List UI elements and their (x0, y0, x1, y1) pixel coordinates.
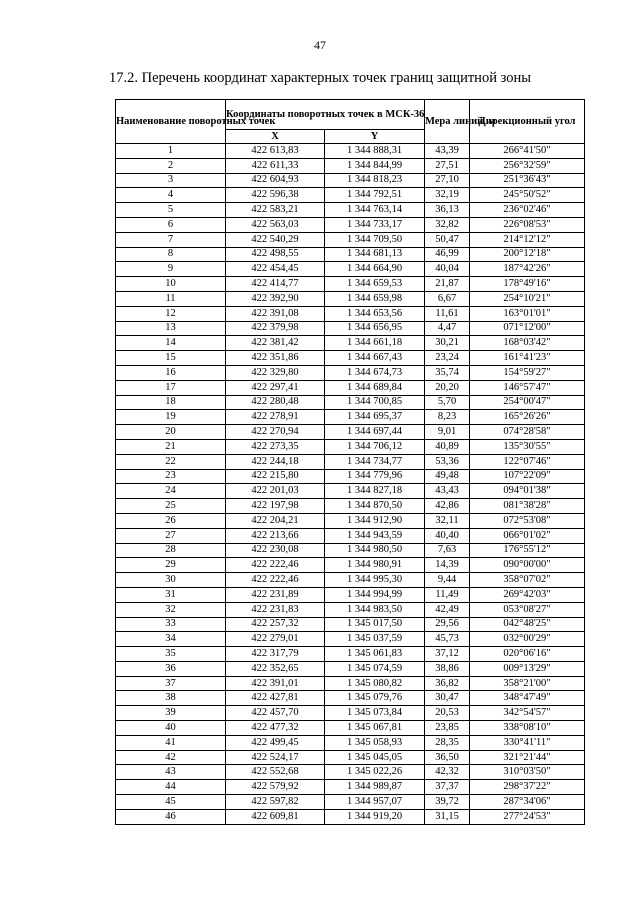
x-coordinate-cell: 422 414,77 (226, 277, 325, 292)
line-length-cell: 32,19 (425, 188, 470, 203)
y-coordinate-cell: 1 344 681,13 (325, 247, 425, 262)
bearing-cell: 254°10'21" (470, 291, 585, 306)
y-coordinate-cell: 1 344 695,37 (325, 410, 425, 425)
line-length-cell: 53,36 (425, 454, 470, 469)
bearing-cell: 071°12'00" (470, 321, 585, 336)
line-length-cell: 32,11 (425, 513, 470, 528)
x-coordinate-cell: 422 583,21 (226, 203, 325, 218)
line-length-cell: 11,61 (425, 306, 470, 321)
point-number-cell: 20 (116, 425, 226, 440)
table-row (116, 706, 585, 721)
x-coordinate-cell: 422 278,91 (226, 410, 325, 425)
table-row (116, 425, 585, 440)
bearing-cell: 287°34'06" (470, 795, 585, 810)
point-number-cell: 39 (116, 706, 226, 721)
line-length-cell: 50,47 (425, 232, 470, 247)
table-row (116, 321, 585, 336)
y-coordinate-cell: 1 344 733,17 (325, 217, 425, 232)
point-number-cell: 45 (116, 795, 226, 810)
line-length-cell: 49,48 (425, 469, 470, 484)
y-coordinate-cell: 1 345 080,82 (325, 676, 425, 691)
bearing-cell: 163°01'01" (470, 306, 585, 321)
y-coordinate-cell: 1 344 957,07 (325, 795, 425, 810)
line-length-cell: 42,49 (425, 602, 470, 617)
bearing-cell: 107°22'09" (470, 469, 585, 484)
point-number-cell: 40 (116, 721, 226, 736)
table-row (116, 750, 585, 765)
x-coordinate-cell: 422 257,32 (226, 617, 325, 632)
point-number-cell: 46 (116, 809, 226, 824)
y-coordinate-cell: 1 345 061,83 (325, 647, 425, 662)
table-row (116, 602, 585, 617)
bearing-cell: 214°12'12" (470, 232, 585, 247)
table-row (116, 587, 585, 602)
y-coordinate-cell: 1 344 989,87 (325, 780, 425, 795)
y-coordinate-cell: 1 344 697,44 (325, 425, 425, 440)
x-coordinate-cell: 422 381,42 (226, 336, 325, 351)
bearing-cell: 342°54'57" (470, 706, 585, 721)
x-coordinate-cell: 422 499,45 (226, 735, 325, 750)
line-length-cell: 7,63 (425, 543, 470, 558)
x-coordinate-cell: 422 273,35 (226, 439, 325, 454)
y-coordinate-cell: 1 344 994,99 (325, 587, 425, 602)
table-row (116, 365, 585, 380)
bearing-cell: 176°55'12" (470, 543, 585, 558)
y-coordinate-cell: 1 345 045,05 (325, 750, 425, 765)
table-row (116, 410, 585, 425)
line-length-cell: 40,89 (425, 439, 470, 454)
line-length-cell: 11,49 (425, 587, 470, 602)
table-row (116, 513, 585, 528)
x-coordinate-cell: 422 540,29 (226, 232, 325, 247)
table-row (116, 632, 585, 647)
point-number-cell: 30 (116, 573, 226, 588)
point-number-cell: 33 (116, 617, 226, 632)
y-coordinate-cell: 1 344 706,12 (325, 439, 425, 454)
bearing-cell: 066°01'02" (470, 528, 585, 543)
line-length-cell: 38,86 (425, 661, 470, 676)
point-number-cell: 29 (116, 558, 226, 573)
bearing-cell: 053°08'27" (470, 602, 585, 617)
table-row (116, 454, 585, 469)
y-coordinate-cell: 1 345 073,84 (325, 706, 425, 721)
bearing-cell: 358°07'02" (470, 573, 585, 588)
x-coordinate-cell: 422 201,03 (226, 484, 325, 499)
y-coordinate-cell: 1 344 763,14 (325, 203, 425, 218)
point-number-cell: 12 (116, 306, 226, 321)
table-row (116, 439, 585, 454)
x-coordinate-cell: 422 524,17 (226, 750, 325, 765)
y-coordinate-cell: 1 344 659,98 (325, 291, 425, 306)
line-length-cell: 35,74 (425, 365, 470, 380)
point-number-cell: 36 (116, 661, 226, 676)
table-row (116, 173, 585, 188)
point-number-cell: 6 (116, 217, 226, 232)
bearing-cell: 009°13'29" (470, 661, 585, 676)
bearing-cell: 254°00'47" (470, 395, 585, 410)
x-coordinate-cell: 422 317,79 (226, 647, 325, 662)
y-coordinate-cell: 1 344 656,95 (325, 321, 425, 336)
y-coordinate-cell: 1 344 792,51 (325, 188, 425, 203)
bearing-cell: 122°07'46" (470, 454, 585, 469)
y-coordinate-cell: 1 345 074,59 (325, 661, 425, 676)
y-coordinate-cell: 1 344 919,20 (325, 809, 425, 824)
y-coordinate-cell: 1 344 818,23 (325, 173, 425, 188)
coordinates-table (115, 99, 585, 825)
y-coordinate-cell: 1 345 079,76 (325, 691, 425, 706)
line-length-cell: 37,12 (425, 647, 470, 662)
point-number-cell: 1 (116, 144, 226, 159)
x-coordinate-cell: 422 213,66 (226, 528, 325, 543)
x-coordinate-cell: 422 579,92 (226, 780, 325, 795)
table-row (116, 232, 585, 247)
point-number-cell: 11 (116, 291, 226, 306)
table-row (116, 721, 585, 736)
x-coordinate-cell: 422 230,08 (226, 543, 325, 558)
y-coordinate-cell: 1 344 689,84 (325, 380, 425, 395)
line-length-cell: 30,21 (425, 336, 470, 351)
x-coordinate-cell: 422 197,98 (226, 499, 325, 514)
table-row (116, 780, 585, 795)
y-coordinate-cell: 1 344 667,43 (325, 351, 425, 366)
bearing-cell: 072°53'08" (470, 513, 585, 528)
point-number-cell: 13 (116, 321, 226, 336)
line-length-cell: 36,82 (425, 676, 470, 691)
x-coordinate-cell: 422 352,65 (226, 661, 325, 676)
y-coordinate-cell: 1 345 017,50 (325, 617, 425, 632)
bearing-cell: 245°50'52" (470, 188, 585, 203)
y-coordinate-cell: 1 345 058,93 (325, 735, 425, 750)
point-number-cell: 37 (116, 676, 226, 691)
y-coordinate-cell: 1 344 870,50 (325, 499, 425, 514)
line-length-cell: 23,24 (425, 351, 470, 366)
line-length-cell: 43,39 (425, 144, 470, 159)
page-number: 47 (314, 38, 326, 52)
x-coordinate-cell: 422 279,01 (226, 632, 325, 647)
point-number-cell: 43 (116, 765, 226, 780)
point-number-cell: 38 (116, 691, 226, 706)
point-number-cell: 31 (116, 587, 226, 602)
bearing-cell: 074°28'58" (470, 425, 585, 440)
x-coordinate-cell: 422 215,80 (226, 469, 325, 484)
y-coordinate-cell: 1 345 037,59 (325, 632, 425, 647)
bearing-cell: 178°49'16" (470, 277, 585, 292)
x-coordinate-cell: 422 222,46 (226, 573, 325, 588)
point-number-cell: 41 (116, 735, 226, 750)
point-number-cell: 22 (116, 454, 226, 469)
coordinates-table-body (116, 144, 585, 825)
point-number-cell: 25 (116, 499, 226, 514)
table-row (116, 144, 585, 159)
header-coordinates: Координаты поворотных точек в МСК-36 (226, 100, 425, 130)
bearing-cell: 236°02'46" (470, 203, 585, 218)
point-number-cell: 21 (116, 439, 226, 454)
bearing-cell: 187°42'26" (470, 262, 585, 277)
header-bearing: Дирекционный угол (470, 100, 585, 144)
y-coordinate-cell: 1 344 709,50 (325, 232, 425, 247)
bearing-cell: 310°03'50" (470, 765, 585, 780)
y-coordinate-cell: 1 345 022,26 (325, 765, 425, 780)
x-coordinate-cell: 422 457,70 (226, 706, 325, 721)
line-length-cell: 27,10 (425, 173, 470, 188)
table-row (116, 217, 585, 232)
x-coordinate-cell: 422 613,83 (226, 144, 325, 159)
bearing-cell: 266°41'50" (470, 144, 585, 159)
line-length-cell: 23,85 (425, 721, 470, 736)
y-coordinate-cell: 1 344 980,91 (325, 558, 425, 573)
line-length-cell: 40,04 (425, 262, 470, 277)
x-coordinate-cell: 422 498,55 (226, 247, 325, 262)
table-row (116, 351, 585, 366)
point-number-cell: 17 (116, 380, 226, 395)
table-row (116, 291, 585, 306)
bearing-cell: 298°37'22" (470, 780, 585, 795)
x-coordinate-cell: 422 611,33 (226, 158, 325, 173)
line-length-cell: 5,70 (425, 395, 470, 410)
table-row (116, 158, 585, 173)
point-number-cell: 10 (116, 277, 226, 292)
y-coordinate-cell: 1 344 995,30 (325, 573, 425, 588)
header-point-name: Наименование поворотных точек (116, 100, 226, 144)
x-coordinate-cell: 422 204,21 (226, 513, 325, 528)
bearing-cell: 146°57'47" (470, 380, 585, 395)
x-coordinate-cell: 422 280,48 (226, 395, 325, 410)
point-number-cell: 8 (116, 247, 226, 262)
table-row (116, 617, 585, 632)
y-coordinate-cell: 1 344 943,59 (325, 528, 425, 543)
x-coordinate-cell: 422 604,93 (226, 173, 325, 188)
line-length-cell: 42,86 (425, 499, 470, 514)
point-number-cell: 26 (116, 513, 226, 528)
point-number-cell: 9 (116, 262, 226, 277)
point-number-cell: 16 (116, 365, 226, 380)
y-coordinate-cell: 1 344 664,90 (325, 262, 425, 277)
point-number-cell: 15 (116, 351, 226, 366)
bearing-cell: 358°21'00" (470, 676, 585, 691)
x-coordinate-cell: 422 329,80 (226, 365, 325, 380)
point-number-cell: 23 (116, 469, 226, 484)
y-coordinate-cell: 1 344 980,50 (325, 543, 425, 558)
line-length-cell: 37,37 (425, 780, 470, 795)
y-coordinate-cell: 1 344 674,73 (325, 365, 425, 380)
point-number-cell: 35 (116, 647, 226, 662)
bearing-cell: 269°42'03" (470, 587, 585, 602)
line-length-cell: 36,50 (425, 750, 470, 765)
x-coordinate-cell: 422 563,03 (226, 217, 325, 232)
table-row (116, 277, 585, 292)
bearing-cell: 135°30'55" (470, 439, 585, 454)
line-length-cell: 43,43 (425, 484, 470, 499)
bearing-cell: 020°06'16" (470, 647, 585, 662)
y-coordinate-cell: 1 344 912,90 (325, 513, 425, 528)
x-coordinate-cell: 422 222,46 (226, 558, 325, 573)
point-number-cell: 2 (116, 158, 226, 173)
line-length-cell: 31,15 (425, 809, 470, 824)
point-number-cell: 19 (116, 410, 226, 425)
table-row (116, 380, 585, 395)
table-row (116, 306, 585, 321)
table-row (116, 809, 585, 824)
bearing-cell: 251°36'43" (470, 173, 585, 188)
point-number-cell: 7 (116, 232, 226, 247)
document-title: 17.2. Перечень координат характерных точек границ защитной зоны (109, 70, 531, 86)
bearing-cell: 042°48'25" (470, 617, 585, 632)
table-row (116, 528, 585, 543)
bearing-cell: 200°12'18" (470, 247, 585, 262)
x-coordinate-cell: 422 427,81 (226, 691, 325, 706)
table-row (116, 247, 585, 262)
line-length-cell: 30,47 (425, 691, 470, 706)
point-number-cell: 3 (116, 173, 226, 188)
table-row (116, 765, 585, 780)
x-coordinate-cell: 422 297,41 (226, 380, 325, 395)
line-length-cell: 36,13 (425, 203, 470, 218)
line-length-cell: 27,51 (425, 158, 470, 173)
bearing-cell: 094°01'38" (470, 484, 585, 499)
bearing-cell: 161°41'23" (470, 351, 585, 366)
point-number-cell: 42 (116, 750, 226, 765)
line-length-cell: 28,35 (425, 735, 470, 750)
bearing-cell: 226°08'53" (470, 217, 585, 232)
line-length-cell: 8,23 (425, 410, 470, 425)
y-coordinate-cell: 1 344 734,77 (325, 454, 425, 469)
point-number-cell: 24 (116, 484, 226, 499)
x-coordinate-cell: 422 391,08 (226, 306, 325, 321)
bearing-cell: 338°08'10" (470, 721, 585, 736)
bearing-cell: 256°32'59" (470, 158, 585, 173)
point-number-cell: 44 (116, 780, 226, 795)
point-number-cell: 27 (116, 528, 226, 543)
y-coordinate-cell: 1 344 661,18 (325, 336, 425, 351)
line-length-cell: 46,99 (425, 247, 470, 262)
x-coordinate-cell: 422 454,45 (226, 262, 325, 277)
bearing-cell: 321°21'44" (470, 750, 585, 765)
line-length-cell: 21,87 (425, 277, 470, 292)
x-coordinate-cell: 422 596,38 (226, 188, 325, 203)
x-coordinate-cell: 422 477,32 (226, 721, 325, 736)
y-coordinate-cell: 1 344 844,99 (325, 158, 425, 173)
point-number-cell: 28 (116, 543, 226, 558)
x-coordinate-cell: 422 597,82 (226, 795, 325, 810)
table-row (116, 395, 585, 410)
line-length-cell: 45,73 (425, 632, 470, 647)
point-number-cell: 4 (116, 188, 226, 203)
bearing-cell: 032°00'29" (470, 632, 585, 647)
y-coordinate-cell: 1 344 827,18 (325, 484, 425, 499)
y-coordinate-cell: 1 344 659,53 (325, 277, 425, 292)
bearing-cell: 165°26'26" (470, 410, 585, 425)
line-length-cell: 20,53 (425, 706, 470, 721)
point-number-cell: 14 (116, 336, 226, 351)
header-x: X (226, 130, 325, 144)
table-row (116, 484, 585, 499)
bearing-cell: 168°03'42" (470, 336, 585, 351)
x-coordinate-cell: 422 270,94 (226, 425, 325, 440)
x-coordinate-cell: 422 392,90 (226, 291, 325, 306)
point-number-cell: 32 (116, 602, 226, 617)
line-length-cell: 32,82 (425, 217, 470, 232)
line-length-cell: 20,20 (425, 380, 470, 395)
x-coordinate-cell: 422 244,18 (226, 454, 325, 469)
point-number-cell: 5 (116, 203, 226, 218)
point-number-cell: 18 (116, 395, 226, 410)
line-length-cell: 4,47 (425, 321, 470, 336)
table-row (116, 499, 585, 514)
line-length-cell: 14,39 (425, 558, 470, 573)
table-row (116, 336, 585, 351)
table-row (116, 469, 585, 484)
table-row (116, 676, 585, 691)
table-row (116, 691, 585, 706)
x-coordinate-cell: 422 231,89 (226, 587, 325, 602)
table-row (116, 558, 585, 573)
bearing-cell: 348°47'49" (470, 691, 585, 706)
x-coordinate-cell: 422 391,01 (226, 676, 325, 691)
y-coordinate-cell: 1 344 779,96 (325, 469, 425, 484)
y-coordinate-cell: 1 344 888,31 (325, 144, 425, 159)
bearing-cell: 277°24'53" (470, 809, 585, 824)
point-number-cell: 34 (116, 632, 226, 647)
table-row (116, 203, 585, 218)
bearing-cell: 154°59'27" (470, 365, 585, 380)
table-row (116, 735, 585, 750)
table-row (116, 795, 585, 810)
bearing-cell: 090°00'00" (470, 558, 585, 573)
bearing-cell: 081°38'28" (470, 499, 585, 514)
table-row (116, 647, 585, 662)
table-row (116, 573, 585, 588)
line-length-cell: 40,40 (425, 528, 470, 543)
line-length-cell: 9,01 (425, 425, 470, 440)
x-coordinate-cell: 422 231,83 (226, 602, 325, 617)
y-coordinate-cell: 1 344 700,85 (325, 395, 425, 410)
x-coordinate-cell: 422 552,68 (226, 765, 325, 780)
line-length-cell: 29,56 (425, 617, 470, 632)
bearing-cell: 330°41'11" (470, 735, 585, 750)
x-coordinate-cell: 422 351,86 (226, 351, 325, 366)
y-coordinate-cell: 1 344 983,50 (325, 602, 425, 617)
table-row (116, 661, 585, 676)
y-coordinate-cell: 1 344 653,56 (325, 306, 425, 321)
y-coordinate-cell: 1 345 067,81 (325, 721, 425, 736)
table-row (116, 262, 585, 277)
table-row (116, 543, 585, 558)
header-line-length: Мера линий, м (425, 100, 470, 144)
x-coordinate-cell: 422 379,98 (226, 321, 325, 336)
header-y: Y (325, 130, 425, 144)
table-row (116, 188, 585, 203)
line-length-cell: 6,67 (425, 291, 470, 306)
x-coordinate-cell: 422 609,81 (226, 809, 325, 824)
line-length-cell: 9,44 (425, 573, 470, 588)
line-length-cell: 42,32 (425, 765, 470, 780)
line-length-cell: 39,72 (425, 795, 470, 810)
